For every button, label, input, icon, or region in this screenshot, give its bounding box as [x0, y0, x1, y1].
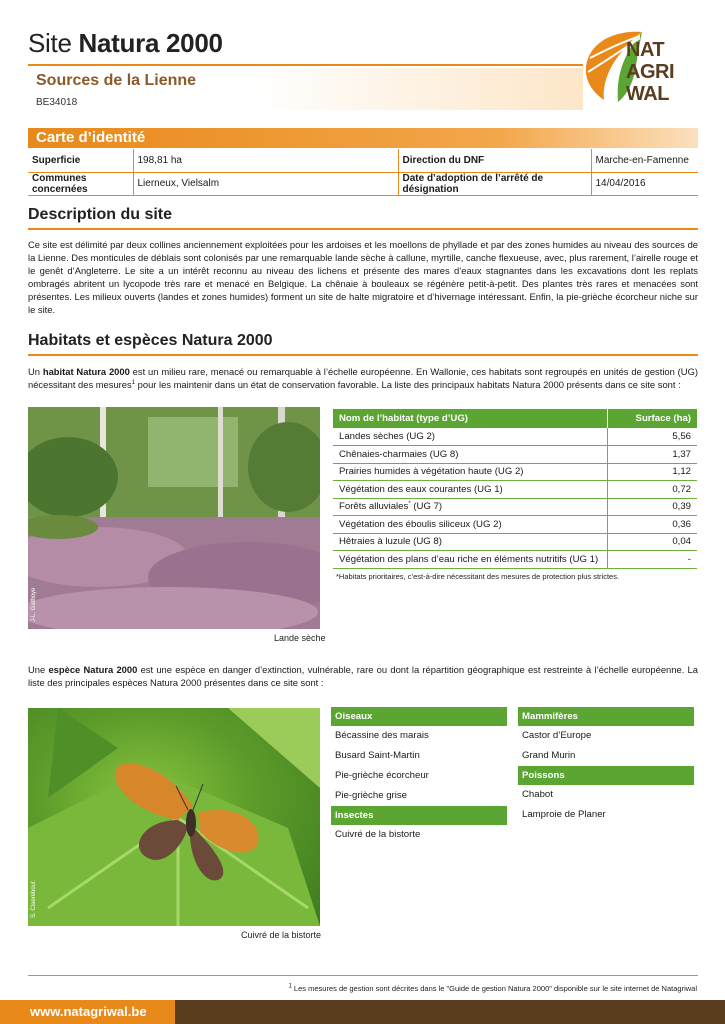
footnote-marker: 1: [131, 379, 136, 386]
species-item: Chabot: [522, 789, 553, 800]
photo-caption: Lande sèche: [274, 633, 326, 643]
site-name: Sources de la Lienne: [36, 72, 197, 89]
area-label: Superficie: [28, 149, 133, 172]
logo-text-2: AGRI: [626, 61, 674, 83]
habitat-surface: 1,12: [607, 463, 697, 481]
table-row: [333, 516, 697, 534]
adoption-date-value: 14/04/2016: [591, 172, 698, 195]
habitat-name: Végétation des plans d’eau riche en éléments nutritifs (UG 1): [333, 551, 607, 569]
intro-text: Un: [28, 366, 43, 377]
butterfly-illustration: [28, 708, 320, 926]
species-intro: [28, 663, 698, 689]
habitat-name: Landes sèches (UG 2): [333, 428, 607, 446]
table-row: [333, 498, 697, 516]
species-item: Pie-grièche grise: [335, 790, 407, 801]
title-rule: [28, 64, 583, 66]
habitat-name: Forêts alluviales* (UG 7): [333, 498, 607, 516]
species-item: Busard Saint-Martin: [335, 750, 420, 761]
habitat-surface: 5,56: [607, 428, 697, 446]
intro-bold: habitat Natura 2000: [42, 366, 130, 377]
habitats-intro: [28, 365, 698, 391]
habitat-name: Prairies humides à végétation haute (UG 2): [333, 463, 607, 481]
table-row: [333, 533, 697, 551]
identity-heading-bar: [28, 128, 698, 148]
dnf-label: Direction du DNF: [398, 149, 591, 172]
heathland-illustration: [28, 407, 320, 629]
habitat-name: Végétation des eaux courantes (UG 1): [333, 481, 607, 499]
photo-credit: S. Claerebout: [31, 881, 37, 918]
species-column-right: [518, 707, 694, 825]
natagriwal-logo: [580, 22, 700, 112]
species-column-left: [331, 707, 507, 845]
table-row: [333, 551, 697, 569]
habitats-rule: [28, 354, 698, 356]
table-row: [333, 446, 697, 464]
habitat-surface: -: [607, 551, 697, 569]
habitat-name: Hêtraies à luzule (UG 8): [333, 533, 607, 551]
species-item: Lamproie de Planer: [522, 809, 606, 820]
habitat-name: Chênaies-charmaies (UG 8): [333, 446, 607, 464]
habitat-surface: 1,37: [607, 446, 697, 464]
footnote-text: Les mesures de gestion sont décrites dans le "Guide de gestion Natura 2000" disponible sur le site internet de Natagriwal: [291, 984, 697, 993]
species-item: Pie-grièche écorcheur: [335, 770, 429, 781]
habitat-surface: 0,39: [607, 498, 697, 516]
butterfly-photo: [28, 708, 320, 926]
title-main: Natura 2000: [78, 28, 223, 58]
area-value: 198,81 ha: [133, 149, 398, 172]
table-row: [28, 172, 698, 195]
intro-text: est une espèce en danger d’extinction, vulnérable, rare ou dont la répartition géographique est restreinte à l’échelle européenne. La liste des principales espèces Natura 2000 présentes dans ce site sont :: [28, 664, 698, 688]
adoption-date-label: Date d’adoption de l’arrêté de désignation: [398, 172, 591, 195]
communes-value: Lierneux, Vielsalm: [133, 172, 398, 195]
management-footnote: [289, 984, 698, 993]
footnote-marker: 1: [288, 983, 292, 990]
group-insects-heading: Insectes: [331, 806, 507, 825]
species-item: Cuivré de la bistorte: [335, 829, 421, 840]
habitats-footnote: *Habitats prioritaires, c’est-à-dire nécessitant des mesures de protection plus strictes.: [336, 572, 620, 581]
habitats-table: [333, 409, 697, 569]
photo-credit: J-L. Gathoye: [31, 587, 37, 622]
table-header-row: [333, 409, 697, 428]
habitats-heading: Habitats et espèces Natura 2000: [28, 332, 273, 349]
logo-text-3: WAL: [626, 83, 669, 105]
col-habitat-name: Nom de l’habitat (type d’UG): [333, 409, 607, 428]
intro-text: est un milieu rare, menacé ou remarquable à l’échelle européenne. En Wallonie, ces habitats sont regroupés en unités de gestion (UG) nécessitant des mesures: [28, 366, 698, 390]
species-item: Castor d’Europe: [522, 730, 592, 741]
photo-caption: Cuivré de la bistorte: [241, 930, 322, 940]
species-item: Bécassine des marais: [335, 730, 429, 741]
description-heading: Description du site: [28, 206, 173, 223]
identity-table: [28, 149, 698, 196]
col-surface: Surface (ha): [607, 409, 697, 428]
footer-rule: [28, 975, 698, 976]
description-text: Ce site est délimité par deux collines anciennement exploitées pour les ardoises et les moellons de phyllade et par des zones humides au niveau des sources de la Lienne. Des monticules de déblais sont colonisés par une remarquable lande sèche à callune, myrtille, canche flexueuse, avec, plus rarement, l’airelle rouge et le genêt d’Angleterre. Le site a un intérêt reconnu au niveau des lichens et présente des mares d’eaux stagnantes dans les excavations dont les replats ombragés abritent un lycopode très rare et menacé en Belgique. La chênaie à bouleaux se régénère petit-à-petit. Des plantes très rares et menacées sont présentes. Les milieux ouverts (landes et zones humides) forment un site de halte migratoire et d’hivernage intéressant. Enfin, la pie-grièche écorcheur niche sur le site.: [28, 239, 698, 315]
table-row: [333, 463, 697, 481]
table-row: [333, 481, 697, 499]
communes-label: Communes concernées: [28, 172, 133, 195]
website-url[interactable]: www.natagriwal.be: [30, 1004, 147, 1019]
description-rule: [28, 228, 698, 230]
table-row: [333, 428, 697, 446]
identity-heading: Carte d’identité: [36, 129, 146, 146]
intro-text: pour les maintenir dans un état de conservation favorable. La liste des principaux habitats Natura 2000 présents dans ce site sont :: [135, 379, 681, 390]
intro-text: Une: [28, 664, 49, 675]
habitat-surface: 0,36: [607, 516, 697, 534]
heathland-photo: [28, 407, 320, 629]
title-prefix: Site: [28, 28, 72, 58]
table-row: [28, 149, 698, 172]
website-link[interactable]: [0, 1000, 175, 1024]
group-birds-heading: Oiseaux: [331, 707, 507, 726]
species-item: Grand Murin: [522, 750, 576, 761]
habitat-name: Végétation des éboulis siliceux (UG 2): [333, 516, 607, 534]
dnf-value: Marche-en-Famenne: [591, 149, 698, 172]
habitat-surface: 0,72: [607, 481, 697, 499]
site-code: BE34018: [36, 97, 78, 108]
logo-text-1: NAT: [626, 39, 665, 61]
habitat-surface: 0,04: [607, 533, 697, 551]
intro-bold: espèce Natura 2000: [48, 664, 138, 675]
group-mammals-heading: Mammifères: [518, 707, 694, 726]
group-fish-heading: Poissons: [518, 766, 694, 785]
page-title: [28, 28, 223, 59]
